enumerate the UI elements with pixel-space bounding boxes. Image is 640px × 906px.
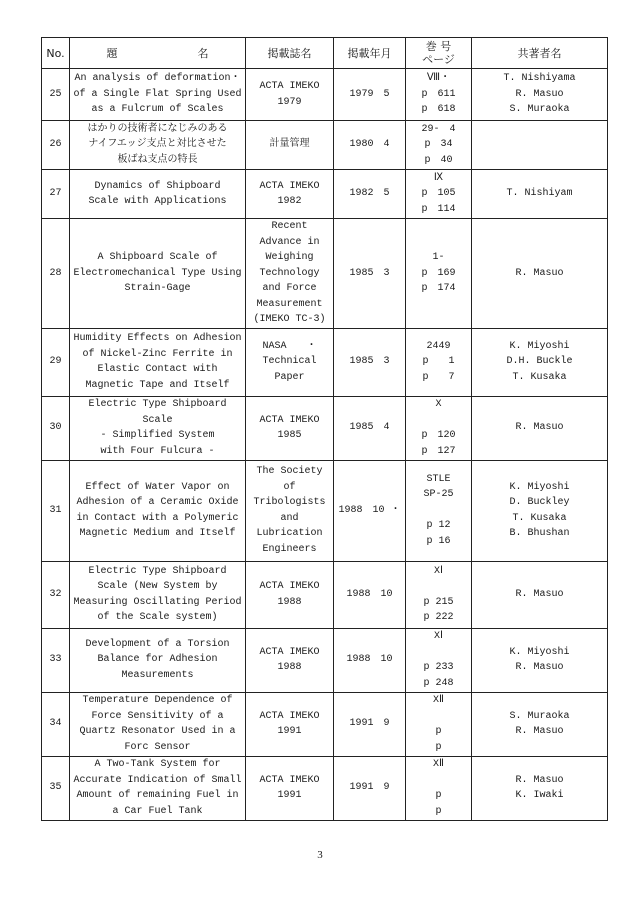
- journal-cell: ACTA IMEKO 1991: [246, 692, 334, 756]
- table-row: [42, 219, 608, 329]
- no-cell: 32: [42, 561, 70, 628]
- journal-cell: ACTA IMEKO 1991: [246, 756, 334, 820]
- publication-table: [41, 37, 608, 821]
- year-cell: 1985 4: [334, 396, 406, 460]
- coauthors-cell: R. Masuo: [472, 219, 608, 329]
- coauthors-cell: R. Masuo: [472, 396, 608, 460]
- header-journal: 掲載誌名: [246, 38, 334, 69]
- year-cell: 1991 9: [334, 692, 406, 756]
- coauthors-cell: R. Masuo: [472, 561, 608, 628]
- volume-cell: XⅠ p 215 p 222: [406, 561, 472, 628]
- header-year: 掲載年月: [334, 38, 406, 69]
- title-cell: はかりの技術者になじみのある ナイフエッジ支点と対比させた 板ばね支点の特長: [70, 121, 246, 170]
- volume-cell: 29- 4 p 34 p 40: [406, 121, 472, 170]
- volume-cell: Ⅷ・ p 611 p 618: [406, 69, 472, 121]
- coauthors-cell: T. Nishiyam: [472, 170, 608, 219]
- table-row: [42, 121, 608, 170]
- no-cell: 34: [42, 692, 70, 756]
- header-title: 題 名: [70, 38, 246, 69]
- coauthors-cell: R. Masuo K. Iwaki: [472, 756, 608, 820]
- volume-cell: XⅡ p p: [406, 692, 472, 756]
- table-row: [42, 628, 608, 692]
- title-cell: Temperature Dependence of Force Sensitivity of a Quartz Resonator Used in a Forc Sensor: [70, 692, 246, 756]
- coauthors-cell: K. Miyoshi R. Masuo: [472, 628, 608, 692]
- year-cell: 1988 10 ・: [334, 460, 406, 561]
- volume-cell: STLE SP-25 p 12 p 16: [406, 460, 472, 561]
- volume-cell: XⅡ p p: [406, 756, 472, 820]
- journal-cell: Recent Advance in Weighing Technology and Force Measurement (IMEKO TC-3): [246, 219, 334, 329]
- journal-cell: ACTA IMEKO 1985: [246, 396, 334, 460]
- volume-cell: 2449 p 1 p 7: [406, 328, 472, 396]
- volume-cell: 1- p 169 p 174: [406, 219, 472, 329]
- volume-cell: Ⅸ p 105 p 114: [406, 170, 472, 219]
- title-cell: Electric Type Shipboard Scale (New System by Measuring Oscillating Period of the Scale system): [70, 561, 246, 628]
- year-cell: 1988 10: [334, 628, 406, 692]
- no-cell: 33: [42, 628, 70, 692]
- journal-cell: 計量管理: [246, 121, 334, 170]
- no-cell: 31: [42, 460, 70, 561]
- year-cell: 1991 9: [334, 756, 406, 820]
- header-no: No.: [42, 38, 70, 69]
- title-cell: A Shipboard Scale of Electromechanical Type Using Strain-Gage: [70, 219, 246, 329]
- journal-cell: The Society of Tribologists and Lubrication Engineers: [246, 460, 334, 561]
- journal-cell: ACTA IMEKO 1988: [246, 561, 334, 628]
- title-cell: Electric Type Shipboard Scale - Simplified System with Four Fulcura -: [70, 396, 246, 460]
- title-cell: Dynamics of Shipboard Scale with Applications: [70, 170, 246, 219]
- no-cell: 29: [42, 328, 70, 396]
- table-row: [42, 561, 608, 628]
- no-cell: 35: [42, 756, 70, 820]
- no-cell: 26: [42, 121, 70, 170]
- table-row: [42, 396, 608, 460]
- year-cell: 1979 5: [334, 69, 406, 121]
- table-row: [42, 328, 608, 396]
- title-cell: An analysis of deformation・ of a Single Flat Spring Used as a Fulcrum of Scales: [70, 69, 246, 121]
- no-cell: 30: [42, 396, 70, 460]
- journal-cell: ACTA IMEKO 1979: [246, 69, 334, 121]
- coauthors-cell: S. Muraoka R. Masuo: [472, 692, 608, 756]
- coauthors-cell: K. Miyoshi D.H. Buckle T. Kusaka: [472, 328, 608, 396]
- page-number: 3: [317, 849, 323, 861]
- title-cell: A Two-Tank System for Accurate Indication of Small Amount of remaining Fuel in a Car Fuel Tank: [70, 756, 246, 820]
- header-coauthors: 共著者名: [472, 38, 608, 69]
- coauthors-cell: [472, 121, 608, 170]
- journal-cell: ACTA IMEKO 1988: [246, 628, 334, 692]
- journal-cell: ACTA IMEKO 1982: [246, 170, 334, 219]
- table-row: [42, 756, 608, 820]
- table-row: [42, 170, 608, 219]
- journal-cell: NASA ・ Technical Paper: [246, 328, 334, 396]
- no-cell: 28: [42, 219, 70, 329]
- title-cell: Effect of Water Vapor on Adhesion of a Ceramic Oxide in Contact with a Polymeric Magnetic Medium and Itself: [70, 460, 246, 561]
- table-row: [42, 69, 608, 121]
- year-cell: 1980 4: [334, 121, 406, 170]
- year-cell: 1988 10: [334, 561, 406, 628]
- title-cell: Humidity Effects on Adhesion of Nickel-Zinc Ferrite in Elastic Contact with Magnetic Tape and Itself: [70, 328, 246, 396]
- coauthors-cell: T. Nishiyama R. Masuo S. Muraoka: [472, 69, 608, 121]
- header-row: [42, 38, 608, 69]
- no-cell: 27: [42, 170, 70, 219]
- year-cell: 1985 3: [334, 219, 406, 329]
- table-row: [42, 460, 608, 561]
- year-cell: 1985 3: [334, 328, 406, 396]
- title-cell: Development of a Torsion Balance for Adhesion Measurements: [70, 628, 246, 692]
- no-cell: 25: [42, 69, 70, 121]
- year-cell: 1982 5: [334, 170, 406, 219]
- coauthors-cell: K. Miyoshi D. Buckley T. Kusaka B. Bhushan: [472, 460, 608, 561]
- volume-cell: XⅠ p 233 p 248: [406, 628, 472, 692]
- header-volume: 巻 号 ページ: [406, 38, 472, 69]
- table-row: [42, 692, 608, 756]
- volume-cell: X p 120 p 127: [406, 396, 472, 460]
